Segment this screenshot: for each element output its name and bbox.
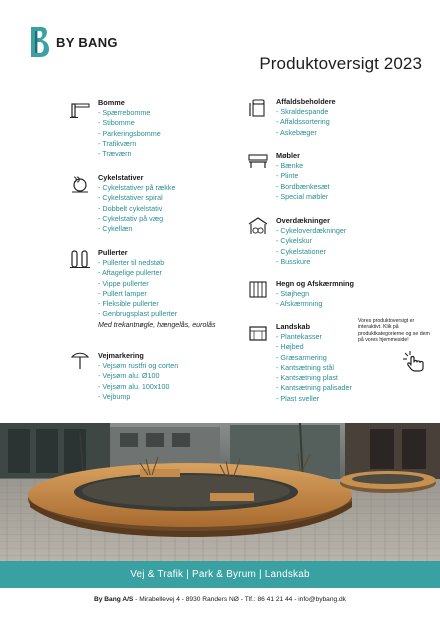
category-item[interactable]: - Cykelstativ på væg	[98, 213, 164, 223]
category-item[interactable]: - Cykellæn	[98, 224, 133, 234]
category-items	[98, 108, 161, 159]
category-title: Bomme	[98, 98, 125, 107]
category-item[interactable]: - Cykelstativer spiral	[98, 193, 163, 203]
interactive-note: Vores produktoversigt er interaktivt. Klik på produktkategorierne og se dem på vores hjemmeside!	[358, 318, 430, 344]
category-title: Møbler	[276, 151, 300, 160]
category-item[interactable]: - Cykelskur	[276, 236, 312, 246]
separator: -	[294, 596, 299, 603]
category-item[interactable]: - Bænke	[276, 161, 304, 170]
category-item[interactable]: - Plinte	[276, 171, 299, 181]
category-item[interactable]: - Genbrugsplast pullerter	[98, 309, 178, 319]
category-title: Pullerter	[98, 248, 128, 257]
category-item[interactable]: - Vippe pullerter	[98, 278, 149, 288]
category-item[interactable]: - Stibomme	[98, 118, 135, 128]
category-item[interactable]: - Trafikværn	[98, 138, 137, 148]
category-item[interactable]: - Vejsøm rustfri og corten	[98, 361, 179, 370]
category-item[interactable]: - Afskærmning	[276, 299, 323, 309]
city: 8930 Randers NØ	[185, 596, 239, 603]
category-items	[98, 183, 176, 234]
category-items	[98, 361, 178, 402]
category-items	[276, 107, 330, 138]
category-items	[276, 226, 346, 267]
landscape-icon	[248, 322, 268, 342]
bybang-logo-icon	[30, 26, 50, 58]
company-name: By Bang A/S	[94, 596, 134, 603]
category-title: Overdækninger	[276, 216, 330, 225]
category-item[interactable]: - Pullerter til nedstøb	[98, 258, 165, 267]
category-item[interactable]: - Busskure	[276, 256, 311, 266]
category-item[interactable]: - Dobbelt cykelstativ	[98, 203, 163, 213]
hero-photo	[0, 423, 440, 561]
road-marking-icon	[70, 351, 90, 371]
shelter-icon	[248, 216, 268, 236]
category-title: Landskab	[276, 322, 311, 331]
brand-name: BY BANG	[56, 34, 118, 50]
email-link[interactable]: info@bybang.dk	[298, 596, 346, 603]
category-item[interactable]: - Skraldespande	[276, 107, 329, 116]
category-note: Med trekantnøgle, hængelås, eurolås	[98, 321, 216, 329]
barrier-icon	[70, 98, 90, 118]
category-items	[276, 289, 322, 310]
category-item[interactable]: - Aftagelige pullerter	[98, 268, 162, 278]
category-item[interactable]: - Askebæger	[276, 127, 317, 137]
separator: -	[240, 596, 245, 603]
phone[interactable]: Tlf.: 86 41 21 44	[244, 596, 293, 603]
category-items	[276, 161, 330, 202]
category-item[interactable]: - Træværn	[98, 149, 132, 159]
category-item[interactable]: - Kantsætning palisader	[276, 383, 352, 393]
fence-icon	[248, 279, 268, 299]
category-item[interactable]: - Special møbler	[276, 191, 329, 201]
category-title: Affaldsbeholdere	[276, 97, 336, 106]
bench-icon	[248, 151, 268, 171]
category-item[interactable]: - Affaldssortering	[276, 117, 330, 127]
category-item[interactable]: - Græsarmering	[276, 352, 327, 362]
bollard-icon	[70, 248, 90, 268]
category-item[interactable]: - Pullert lamper	[98, 288, 147, 298]
category-item[interactable]: - Kantsætning plast	[276, 373, 338, 383]
category-item[interactable]: - Fleksible pullerter	[98, 299, 159, 309]
separator: -	[135, 596, 140, 603]
category-item[interactable]: - Støjhegn	[276, 289, 310, 298]
brand-logo[interactable]	[30, 26, 118, 58]
category-item[interactable]: - Cykelstativer på række	[98, 183, 176, 192]
segment-banner: Vej & Trafik | Park & Byrum | Landskab	[0, 561, 440, 588]
category-item[interactable]: - Plast sveller	[276, 393, 320, 403]
bicycle-rack-icon	[70, 173, 90, 193]
category-item[interactable]: - Vejsøm alu. Ø100	[98, 371, 160, 381]
pointer-hand-icon	[402, 350, 428, 372]
category-item[interactable]: - Spærrebomme	[98, 108, 151, 117]
category-item[interactable]: - Plantekasser	[276, 332, 322, 341]
category-item[interactable]: - Kantsætning stål	[276, 362, 334, 372]
category-title: Vejmarkering	[98, 351, 144, 360]
category-items	[276, 332, 352, 404]
category-item[interactable]: - Højbed	[276, 342, 304, 352]
page-title: Produktoversigt 2023	[259, 54, 422, 73]
category-item[interactable]: - Cykeloverdækninger	[276, 226, 347, 235]
category-item[interactable]: - Bordbænkesæt	[276, 181, 330, 191]
category-item[interactable]: - Cykelstationer	[276, 246, 326, 256]
address: Mirabellevej 4	[139, 596, 180, 603]
waste-bin-icon	[248, 97, 268, 117]
category-items	[98, 258, 177, 320]
separator: -	[181, 596, 186, 603]
category-item[interactable]: - Vejsøm alu. 100x100	[98, 381, 170, 391]
category-item[interactable]: - Vejbump	[98, 391, 131, 401]
category-title: Hegn og Afskærmning	[276, 279, 354, 288]
contact-footer	[0, 596, 440, 603]
category-item[interactable]: - Parkeringsbomme	[98, 128, 161, 138]
category-title: Cykelstativer	[98, 173, 144, 182]
